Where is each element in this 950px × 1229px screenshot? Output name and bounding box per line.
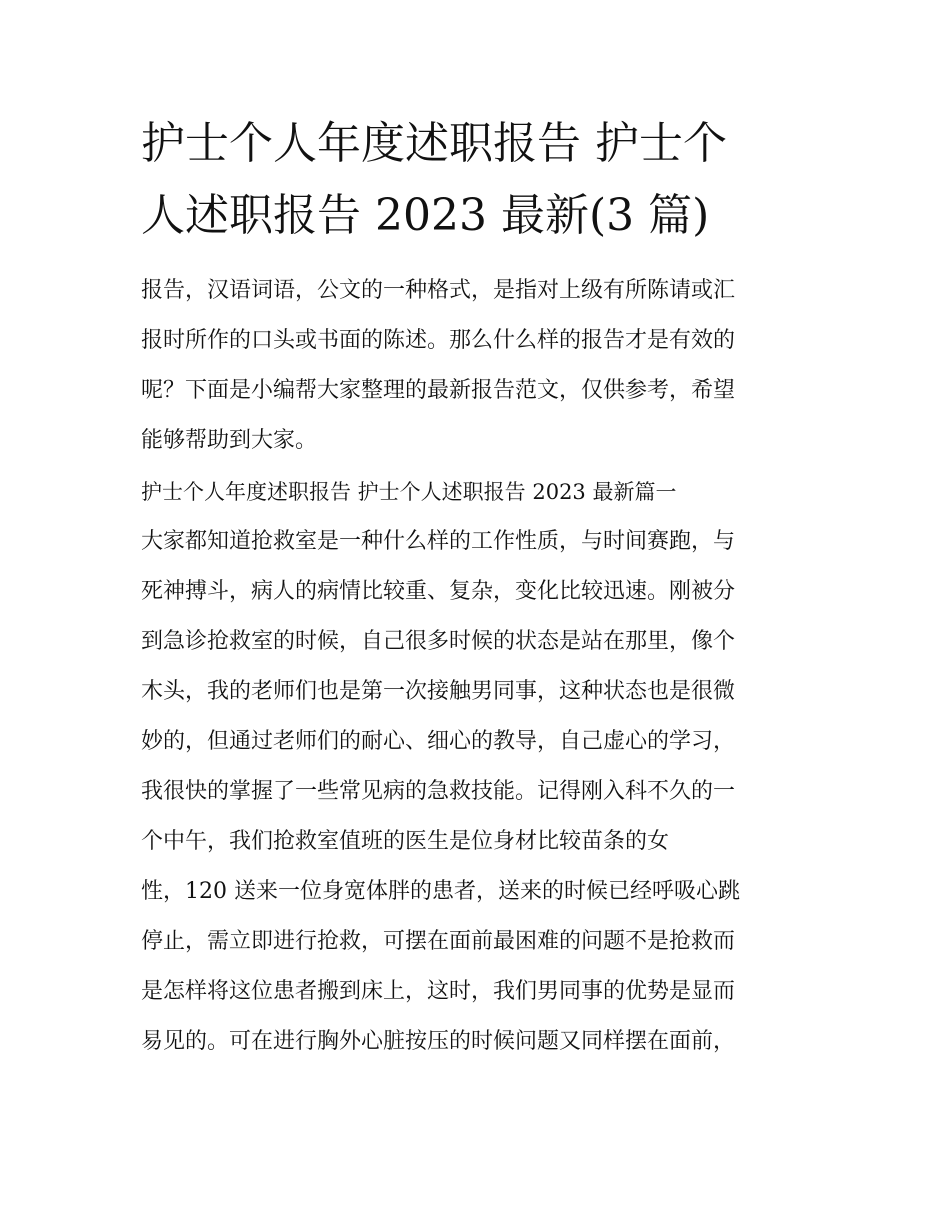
body-line: 大家都知道抢救室是一种什么样的工作性质，与时间赛跑，与 (141, 529, 736, 554)
body-line: 是怎样将这位患者搬到床上，这时，我们男同事的优势是显而 (141, 979, 736, 1004)
section-heading: 护士个人年度述职报告 护士个人述职报告 2023 最新篇一 (141, 480, 677, 504)
intro-line: 能够帮助到大家。 (141, 428, 318, 453)
body-line: 易见的。可在进行胸外心脏按压的时候问题又同样摆在面前， (141, 1029, 736, 1054)
title-line-2: 人述职报告 2023 最新(3 篇) (141, 190, 710, 241)
intro-line: 呢？下面是小编帮大家整理的最新报告范文，仅供参考，希望 (141, 378, 736, 403)
body-line: 个中午，我们抢救室值班的医生是位身材比较苗条的女 (141, 829, 670, 854)
body-line: 死神搏斗，病人的病情比较重、复杂，变化比较迅速。刚被分 (141, 579, 736, 604)
body-line: 到急诊抢救室的时候，自己很多时候的状态是站在那里，像个 (141, 629, 736, 654)
body-line: 木头，我的老师们也是第一次接触男同事，这种状态也是很微 (141, 679, 736, 704)
document-title (141, 108, 811, 252)
document-content (141, 108, 811, 1067)
intro-line: 报告，汉语词语，公文的一种格式，是指对上级有所陈请或汇 (141, 278, 736, 303)
body-line: 妙的，但通过老师们的耐心、细心的教导，自己虚心的学习， (141, 729, 736, 754)
body-line: 我很快的掌握了一些常见病的急救技能。记得刚入科不久的一 (141, 779, 736, 804)
title-line-1: 护士个人年度述职报告 护士个 (141, 118, 727, 169)
body-line: 性，120 送来一位身宽体胖的患者，送来的时候已经呼吸心跳 (141, 879, 740, 904)
body-line: 停止，需立即进行抢救，可摆在面前最困难的问题不是抢救而 (141, 929, 736, 954)
intro-line: 报时所作的口头或书面的陈述。那么什么样的报告才是有效的 (141, 328, 736, 353)
intro-paragraph (141, 266, 811, 466)
body-paragraph (141, 517, 811, 1067)
